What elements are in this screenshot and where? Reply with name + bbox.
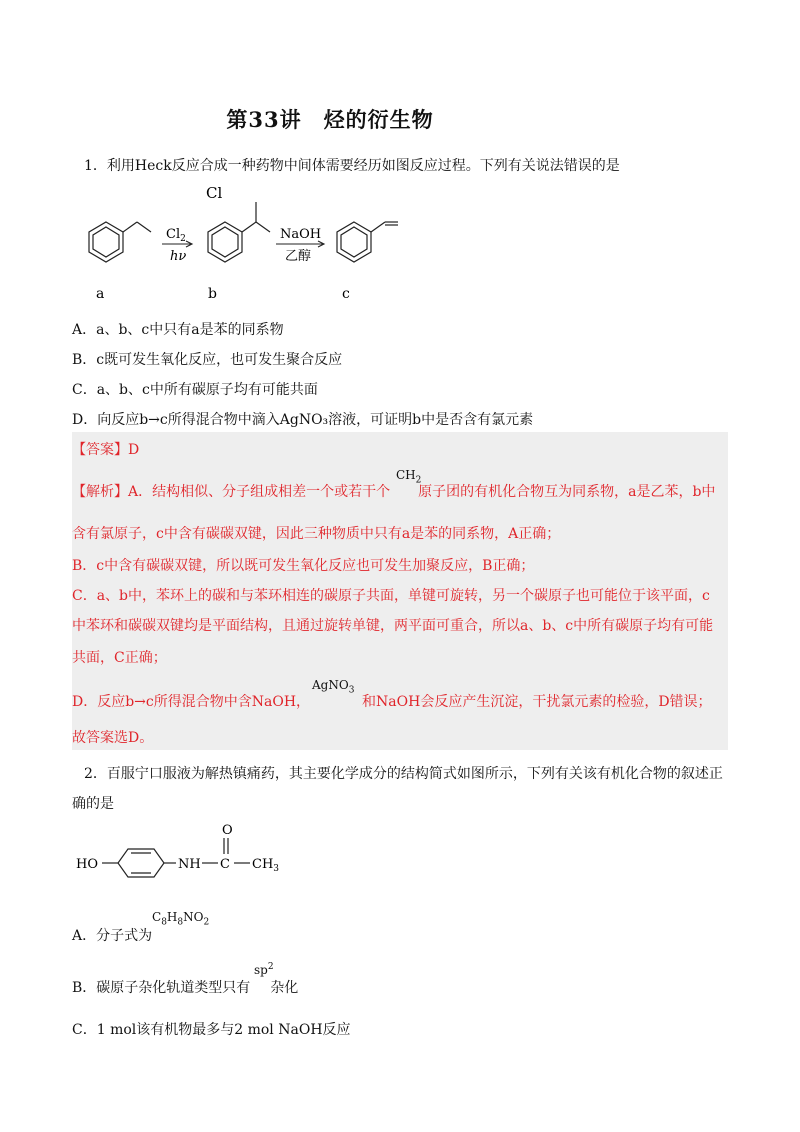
reagent-light: hν (170, 249, 187, 264)
option-a: A．a、b、c中只有a是苯的同系物 (72, 322, 284, 338)
carbon-label: C (220, 857, 230, 872)
question-2-stem-line-2: 确的是 (72, 796, 114, 812)
molecule-a (89, 222, 151, 262)
analysis-line-1: 【解析】A．结构相似、分子组成相差一个或若干个 原子团的有机化合物互为同系物，a是乙苯，b中 (72, 484, 716, 500)
chlorine-label: Cl (206, 184, 223, 202)
reagent-ethanol: 乙醇 (285, 249, 312, 264)
analysis-line-4: C．a、b中，苯环上的碳和与苯环相连的碳原子共面，单键可旋转，另一个碳原子也可能位于该平面，c (72, 588, 710, 604)
benzene-ring (102, 849, 176, 877)
nh-label: NH (178, 857, 201, 872)
analysis-line-2: 含有氯原子，c中含有碳碳双键，因此三种物质中只有a是苯的同系物，A正确； (72, 526, 561, 542)
molecule-c (337, 222, 398, 262)
reagent-cl2: $Cl_2$ (166, 227, 186, 244)
ho-label: HO (76, 857, 98, 872)
analysis-line-8: 故答案选D。 (72, 730, 154, 746)
analysis-line-6: 共面，C正确； (72, 650, 167, 666)
q2-option-c: C．1 mol该有机物最多与2 mol NaOH反应 (72, 1022, 351, 1038)
label-a: a (96, 286, 105, 302)
ch2-formula: $CH_2$ (396, 468, 422, 486)
option-d: D．向反应b→c所得混合物中滴入AgNO₃溶液，可证明b中是否含有氯元素 (72, 412, 534, 428)
question-2-stem-line-1: 2．百服宁口服液为解热镇痛药，其主要化学成分的结构简式如图所示，下列有关该有机化合物的叙述正 (84, 766, 723, 782)
reagent-naoh: NaOH (280, 227, 322, 242)
analysis-line-3: B．c中含有碳碳双键，所以既可发生氧化反应也可发生加聚反应，B正确； (72, 558, 535, 574)
q2-option-b: B．碳原子杂化轨道类型只有 杂化 (72, 980, 299, 996)
label-b: b (208, 286, 217, 302)
q2-option-a: A．分子式为 (72, 928, 153, 944)
analysis-line-7: D．反应b→c所得混合物中含NaOH， 和NaOH会反应产生沉淀，干扰氯元素的检验，D错误； (72, 694, 712, 710)
question-1-stem: 1．利用Heck反应合成一种药物中间体需要经历如图反应过程。下列有关说法错误的是 (84, 158, 620, 174)
analysis-line-5: 中苯环和碳碳双键均是平面结构，且通过旋转单键，两平面可重合，所以a、b、c中所有碳原子均有可能 (72, 618, 714, 634)
sp2-label: $sp^2$ (254, 962, 274, 977)
oxygen-label: O (222, 823, 233, 838)
page-title: 第33讲 烃的衍生物 (226, 107, 434, 132)
agno3-formula: AgNO$_3$ (312, 678, 355, 696)
methyl-label: $CH_3$ (252, 857, 280, 874)
label-c: c (342, 286, 350, 302)
molecular-formula: $C_8H_8NO_2$ (152, 910, 210, 928)
molecule-b (208, 202, 270, 262)
option-b: B．c既可发生氧化反应，也可发生聚合反应 (72, 352, 343, 368)
option-c: C．a、b、c中所有碳原子均有可能共面 (72, 382, 318, 398)
structure-q2 (72, 818, 302, 880)
reaction-scheme (80, 180, 400, 310)
answer-label: 【答案】D (72, 442, 140, 458)
